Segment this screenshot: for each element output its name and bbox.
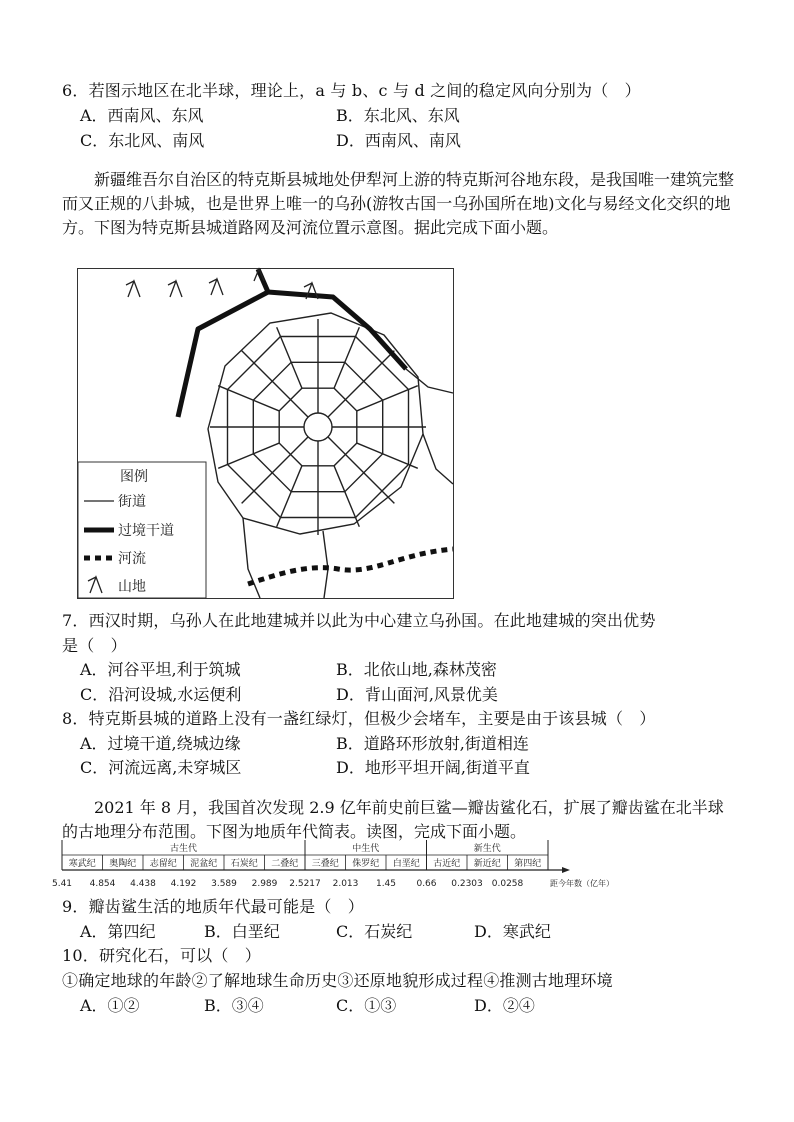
q6-stem: 6．若图示地区在北半球，理论上，a 与 b、c 与 d 之间的稳定风向分别为（ ） xyxy=(62,81,641,100)
river xyxy=(248,549,453,584)
age-tick-label: 4.438 xyxy=(130,879,156,889)
period-label: 侏罗纪 xyxy=(352,859,380,869)
outer-ring-street xyxy=(208,313,423,534)
age-tick-label: 3.589 xyxy=(211,879,237,889)
road-map-svg xyxy=(78,269,453,598)
legend-title: 图例 xyxy=(120,469,148,485)
geologic-timeline xyxy=(51,838,614,890)
center-circle xyxy=(304,413,332,441)
q10-option-b[interactable]: B．③④ xyxy=(204,996,264,1015)
q10-stem: 10．研究化石，可以（ ） xyxy=(62,946,261,965)
q6-option-d[interactable]: D．西南风、南风 xyxy=(336,131,461,150)
street-southeast xyxy=(423,434,453,484)
age-tick-label: 4.192 xyxy=(170,879,197,889)
q7-option-a[interactable]: A．河谷平坦,利于筑城 xyxy=(80,660,241,679)
q10-option-c[interactable]: C．①③ xyxy=(336,996,397,1015)
q10-items: ①确定地球的年龄②了解地球生命历史③还原地貌形成过程④推测古地理环境 xyxy=(62,971,613,990)
age-tick-label: 0.0258 xyxy=(491,879,524,889)
q9-option-c[interactable]: C．石炭纪 xyxy=(336,922,413,941)
timeline-arrow xyxy=(562,867,570,873)
passage-tekes: 新疆维吾尔自治区的特克斯县城地处伊犁河上游的特克斯河谷地东段，是我国唯一建筑完整而又正规的八卦城，也是世界上唯一的乌孙(游牧古国一乌孙国所在地)文化与易经文化交织的地方。下图为特克斯县城道路网及河流位置示意图。据此完成下面小题。 xyxy=(62,170,735,237)
period-label: 古近纪 xyxy=(433,859,461,869)
q7-option-c[interactable]: C．沿河设城,水运便利 xyxy=(80,685,242,704)
period-label: 三叠纪 xyxy=(311,859,339,869)
age-tick-label: 0.66 xyxy=(416,879,437,889)
q9-stem: 9．瓣齿鲨生活的地质年代最可能是（ ） xyxy=(62,897,364,916)
street-east xyxy=(406,369,453,393)
period-label: 奥陶纪 xyxy=(109,859,137,869)
through-road-north xyxy=(258,269,268,292)
age-tick-label: 4.854 xyxy=(89,879,116,889)
q7-option-d[interactable]: D．背山面河,风景优美 xyxy=(336,685,498,704)
age-tick-label: 2.5217 xyxy=(289,879,321,889)
legend-mountain: 山地 xyxy=(118,579,146,595)
period-label: 新近纪 xyxy=(473,859,501,869)
era-label: 古生代 xyxy=(169,844,198,854)
q10-option-a[interactable]: A．①② xyxy=(80,996,140,1015)
street-southwest xyxy=(243,518,260,598)
q9-option-d[interactable]: D．寒武纪 xyxy=(474,922,551,941)
period-label: 白垩纪 xyxy=(392,859,420,869)
age-tick-label: 0.2303 xyxy=(451,879,483,889)
q9-option-a[interactable]: A．第四纪 xyxy=(80,922,156,941)
q7-stem-line1: 7．西汉时期，乌孙人在此地建城并以此为中心建立乌孙国。在此地建城的突出优势 xyxy=(62,611,656,630)
street-south xyxy=(323,531,328,598)
tekes-road-map xyxy=(77,268,454,599)
period-label: 二叠纪 xyxy=(271,859,299,869)
period-label: 寒武纪 xyxy=(68,859,96,869)
timeline-labels xyxy=(52,842,614,889)
era-label: 中生代 xyxy=(352,844,380,854)
radial-street xyxy=(242,437,308,503)
q9-option-b[interactable]: B．白垩纪 xyxy=(204,922,280,941)
age-tick-label: 1.45 xyxy=(375,879,397,889)
age-tick-label: 5.41 xyxy=(51,879,73,889)
radial-streets xyxy=(210,319,426,535)
q7-stem-line2: 是（ ） xyxy=(62,636,127,655)
q6-option-c[interactable]: C．东北风、南风 xyxy=(80,131,205,150)
age-tick-label: 2.989 xyxy=(251,879,278,889)
q7-option-b[interactable]: B．北依山地,森林茂密 xyxy=(336,660,497,679)
radial-street xyxy=(328,437,394,503)
legend-street: 街道 xyxy=(118,494,146,510)
passage-shark-fossil: 2021 年 8 月，我国首次发现 2.9 亿年前史前巨鲨—瓣齿鲨化石，扩展了瓣齿鲨在北半球的古地理分布范围。下图为地质年代简表。读图，完成下面小题。 xyxy=(62,798,724,841)
q6-option-a[interactable]: A．西南风、东风 xyxy=(80,106,204,125)
period-label: 泥盆纪 xyxy=(190,859,218,869)
q8-option-d[interactable]: D．地形平坦开阔,街道平直 xyxy=(336,758,530,777)
period-label: 志留纪 xyxy=(149,859,177,869)
radial-street xyxy=(328,351,394,417)
period-label: 第四纪 xyxy=(514,859,542,869)
q8-option-b[interactable]: B．道路环形放射,街道相连 xyxy=(336,734,529,753)
period-label: 石炭纪 xyxy=(230,859,258,869)
map-legend xyxy=(78,462,206,598)
era-label: 新生代 xyxy=(473,844,501,854)
radial-street xyxy=(242,351,308,417)
legend-river: 河流 xyxy=(118,551,146,567)
q8-stem: 8．特克斯县城的道路上没有一盏红绿灯，但极少会堵车，主要是由于该县城（ ） xyxy=(62,709,656,728)
q6-option-b[interactable]: B．东北风、东风 xyxy=(336,106,460,125)
q8-option-c[interactable]: C．河流远离,未穿城区 xyxy=(80,758,242,777)
age-tick-label: 2.013 xyxy=(332,879,359,889)
q10-option-d[interactable]: D．②④ xyxy=(474,996,535,1015)
timeline-axis-label: 距今年数（亿年） xyxy=(550,879,614,888)
legend-through-road: 过境干道 xyxy=(118,523,174,539)
q8-option-a[interactable]: A．过境干道,绕城边缘 xyxy=(80,734,241,753)
